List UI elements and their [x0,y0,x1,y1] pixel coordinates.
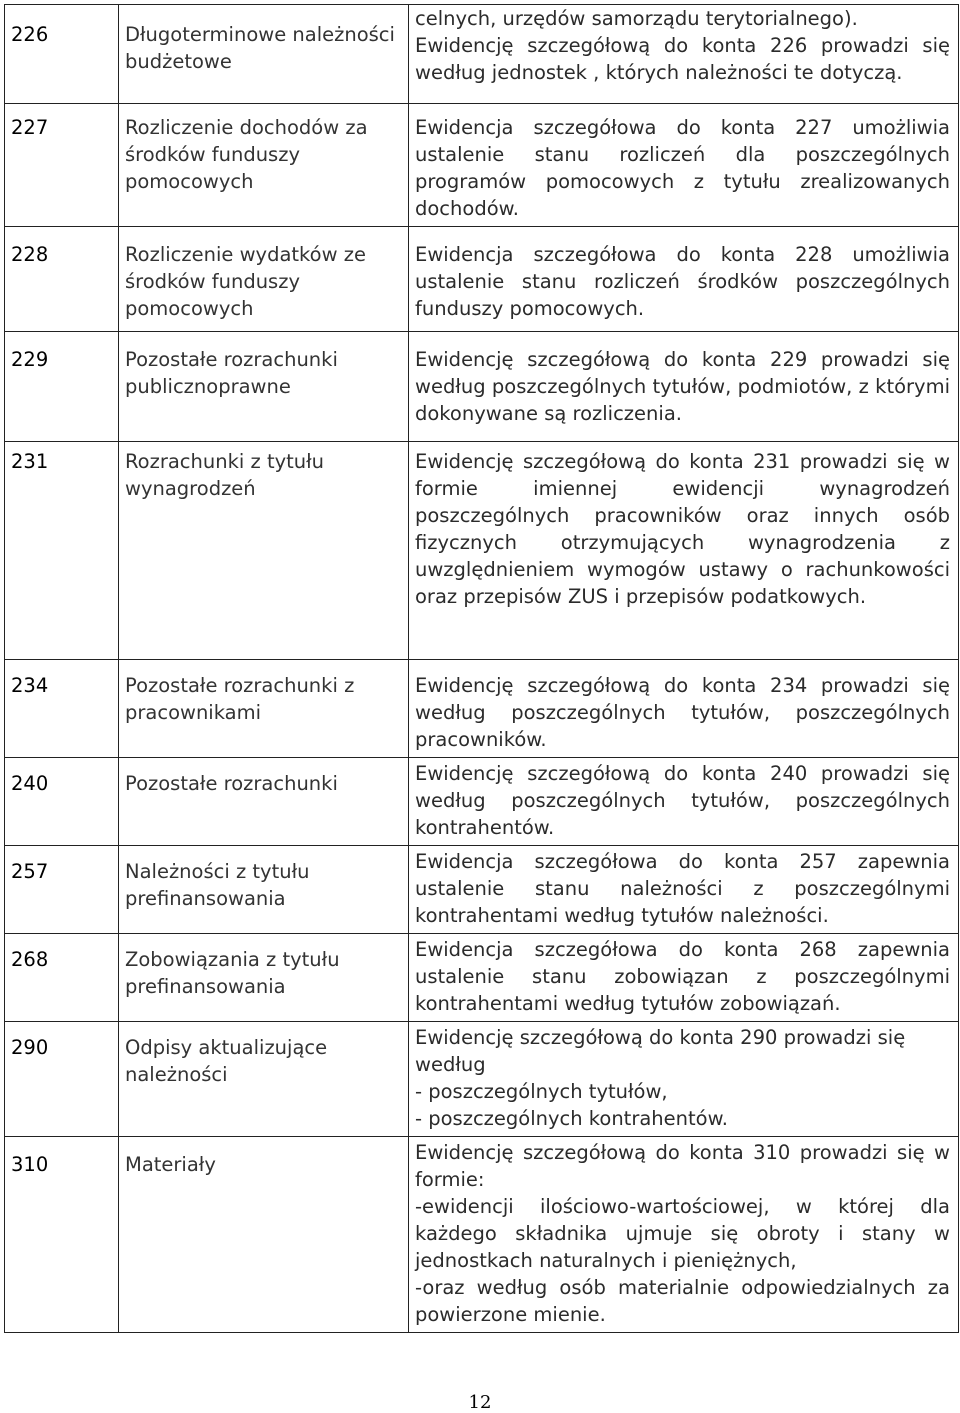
table-row [5,758,959,846]
description-line: Ewidencję szczegółową do konta 226 prowadzi się według jednostek , których należności te dotyczą. [415,34,950,84]
description-line: Ewidencję szczegółową do konta 240 prowadzi się według poszczególnych tytułów, poszczególnych kontrahentów. [415,762,950,839]
account-code: 231 [5,442,119,660]
account-description [409,332,959,442]
description-line: celnych, urzędów samorządu terytorialnego). [415,7,858,30]
table-row [5,934,959,1022]
account-description [409,660,959,758]
page-number: 12 [468,1392,492,1413]
table-row [5,1137,959,1333]
table-row [5,5,959,104]
description-line: Ewidencję szczegółową do konta 231 prowadzi się w formie imiennej ewidencji wynagrodzeń poszczególnych pracowników oraz innych osób fizycznych otrzymujących wynagrodzenia z uwzględnieniem wymogów ustawy o rachunkowości oraz przepisów ZUS i przepisów podatkowych. [415,450,950,608]
account-name: Długoterminowe należności budżetowe [119,5,409,104]
description-line: - poszczególnych kontrahentów. [415,1107,728,1130]
account-name: Pozostałe rozrachunki z pracownikami [119,660,409,758]
description-line: Ewidencję szczegółową do konta 234 prowadzi się według poszczególnych tytułów, poszczególnych pracowników. [415,674,950,751]
account-code: 268 [5,934,119,1022]
description-line: - poszczególnych tytułów, [415,1080,668,1103]
account-code: 227 [5,104,119,227]
account-description [409,1022,959,1137]
account-name: Rozliczenie dochodów za środków funduszy pomocowych [119,104,409,227]
table-row [5,332,959,442]
account-description [409,1137,959,1333]
table-row [5,104,959,227]
account-description [409,5,959,104]
account-code: 310 [5,1137,119,1333]
account-code: 240 [5,758,119,846]
description-line: Ewidencja szczegółowa do konta 268 zapewnia ustalenie stanu zobowiązan z poszczególnymi kontrahentami według tytułów zobowiązań. [415,938,950,1015]
description-line: Ewidencję szczegółową do konta 290 prowadzi się według [415,1026,906,1076]
table-row [5,846,959,934]
description-line: -oraz według osób materialnie odpowiedzialnych za powierzone mienie. [415,1276,950,1326]
account-code: 228 [5,227,119,332]
account-name: Pozostałe rozrachunki [119,758,409,846]
table-row [5,1022,959,1137]
account-name: Rozliczenie wydatków ze środków funduszy pomocowych [119,227,409,332]
description-line: -ewidencji ilościowo-wartościowej, w której dla każdego składnika ujmuje się obroty i stany w jednostkach naturalnych i pieniężnych, [415,1195,950,1272]
account-description [409,227,959,332]
table-row [5,227,959,332]
account-code: 226 [5,5,119,104]
description-line: Ewidencja szczegółowa do konta 227 umożliwia ustalenie stanu rozliczeń dla poszczególnych programów pomocowych z tytułu zrealizowanych dochodów. [415,116,950,220]
account-description [409,846,959,934]
table-row [5,660,959,758]
description-line: Ewidencja szczegółowa do konta 257 zapewnia ustalenie stanu należności z poszczególnymi kontrahentami według tytułów należności. [415,850,950,927]
account-description [409,758,959,846]
account-name: Materiały [119,1137,409,1333]
account-name: Odpisy aktualizujące należności [119,1022,409,1137]
account-name: Należności z tytułu prefinansowania [119,846,409,934]
account-description [409,104,959,227]
account-code: 290 [5,1022,119,1137]
account-code: 234 [5,660,119,758]
description-line: Ewidencja szczegółowa do konta 228 umożliwia ustalenie stanu rozliczeń środków poszczególnych funduszy pomocowych. [415,243,950,320]
accounts-table [4,4,959,1333]
description-line: Ewidencję szczegółową do konta 310 prowadzi się w formie: [415,1141,950,1191]
description-line: Ewidencję szczegółową do konta 229 prowadzi się według poszczególnych tytułów, podmiotów, z którymi dokonywane są rozliczenia. [415,348,950,425]
account-name: Pozostałe rozrachunki publicznoprawne [119,332,409,442]
account-description [409,442,959,660]
account-name: Rozrachunki z tytułu wynagrodzeń [119,442,409,660]
table-row [5,442,959,660]
account-code: 229 [5,332,119,442]
account-description [409,934,959,1022]
account-code: 257 [5,846,119,934]
account-name: Zobowiązania z tytułu prefinansowania [119,934,409,1022]
